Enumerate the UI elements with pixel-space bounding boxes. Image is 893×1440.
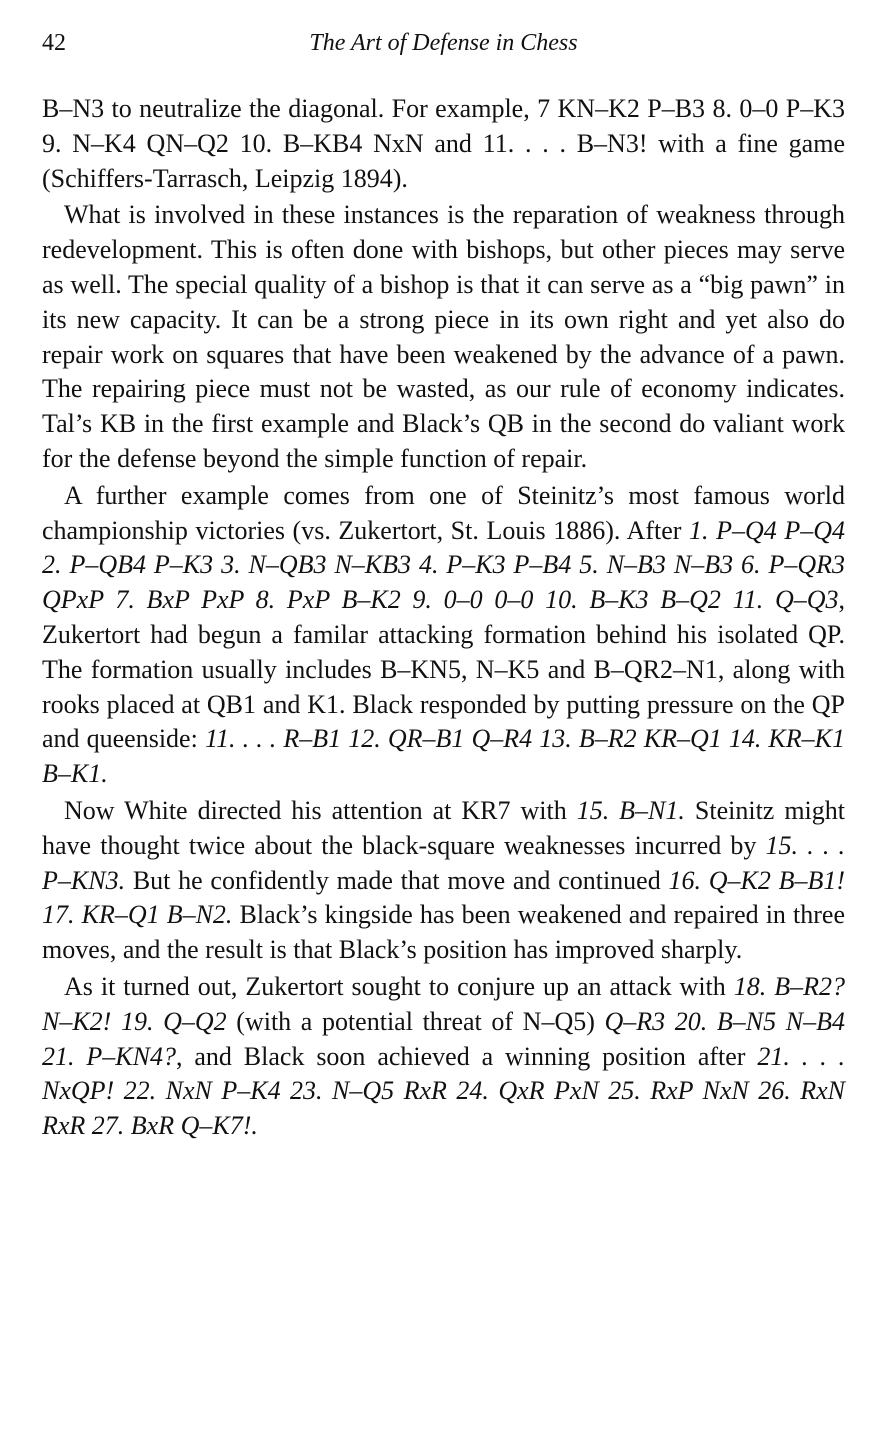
chess-move-notation: 21. . . . NxQP! 22. NxN P–K4 23. N–Q5 RxR 24. QxR PxN 25. RxP NxN 26. RxN RxR 27. BxR Q–K7!. — [42, 1041, 845, 1141]
chess-move-notation: 1. P–Q4 P–Q4 2. P–QB4 P–K3 3. N–QB3 N–KB3 4. P–K3 P–B4 5. N–B3 N–B3 6. P–QR3 QPxP 7. BxP PxP 8. PxP B–K2 9. 0–0 0–0 10. B–K3 B–Q2 11. Q–Q3 — [42, 515, 845, 615]
chess-move-notation: 16. Q–K2 B–B1! 17. KR–Q1 B–N2. — [42, 865, 845, 930]
paragraph — [42, 198, 845, 476]
text-run: As it turned out, Zukertort sought to conjure up an attack with — [64, 971, 734, 1001]
paragraph — [42, 479, 845, 792]
paragraph — [42, 794, 845, 968]
chess-move-notation: 11. . . . R–B1 12. QR–B1 Q–R4 13. B–R2 KR–Q1 14. KR–K1 B–K1. — [42, 724, 845, 789]
chess-move-notation: 15. . . . P–KN3. — [42, 830, 846, 895]
running-head: The Art of Defense in Chess — [309, 30, 578, 56]
chess-move-notation: 18. B–R2? N–K2! 19. Q–Q2 — [42, 971, 846, 1036]
text-run: B–N3 to neutralize the diagonal. For example, 7 KN–K2 P–B3 8. 0–0 P–K3 9. N–K4 QN–Q2 10. B–KB4 NxN and 11. . . . B–N3! with a fine game (Schiffers-Tarrasch, Leipzig 1894). — [42, 94, 845, 193]
text-run: What is involved in these instances is the reparation of weakness through redevelopment. This is often done with bishops, but other pieces may serve as well. The special quality of a bishop is that it can serve as a “big pawn” in its new capacity. It can be a strong piece in its own right and yet also do repair work on squares that have been weakened by the advance of a pawn. The repairing piece must not be wasted, as our rule of economy indicates. Tal’s KB in the first example and Black’s QB in the second do valiant work for the defense beyond the simple function of repair. — [42, 200, 845, 473]
book-page — [42, 0, 845, 1146]
text-run: (with a potential threat of N–Q5) — [226, 1006, 605, 1036]
chess-move-notation: 15. B–N1. — [576, 795, 685, 825]
text-run: , and Black soon achieved a winning position after — [175, 1041, 758, 1071]
text-run: Now White directed his attention at KR7 with — [64, 795, 577, 825]
body-text — [42, 92, 845, 1144]
text-run: , Zukertort had begun a familar attacking formation behind his isolated QP. The formation usually includes B–KN5, N–K5 and B–QR2–N1, along with rooks placed at QB1 and K1. Black responded by putting pressure on the QP and queenside: — [42, 585, 845, 754]
text-run: A further example comes from one of Steinitz’s most famous world championship victories (vs. Zukertort, St. Louis 1886). After — [42, 480, 845, 545]
page-header — [42, 30, 845, 64]
chess-move-notation: Q–R3 20. B–N5 N–B4 21. P–KN4? — [42, 1006, 846, 1071]
text-run: Steinitz might have thought twice about the black-square weaknesses incurred by — [42, 795, 845, 860]
paragraph — [42, 970, 845, 1144]
paragraph — [42, 92, 845, 196]
page-number: 42 — [42, 30, 66, 56]
text-run: Black’s kingside has been weakened and repaired in three moves, and the result is that Black’s position has improved sharply. — [42, 900, 845, 965]
text-run: But he confidently made that move and continued — [125, 865, 669, 895]
